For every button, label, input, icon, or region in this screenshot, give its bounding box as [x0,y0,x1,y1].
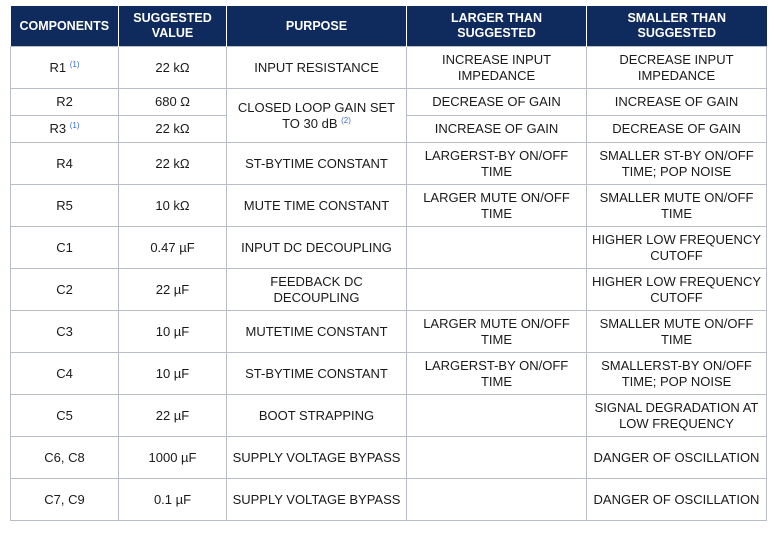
cell-value: 0.47 µF [119,227,227,269]
cell-purpose: INPUT RESISTANCE [227,47,407,89]
cell-larger: LARGER MUTE ON/OFF TIME [407,185,587,227]
cell-smaller: HIGHER LOW FREQUENCY CUTOFF [587,269,767,311]
cell-value: 10 µF [119,311,227,353]
header-components: COMPONENTS [11,6,119,47]
cell-smaller: DANGER OF OSCILLATION [587,437,767,479]
table-row-c7-c9 [11,479,767,521]
table-row-r2 [11,89,767,116]
cell-purpose: SUPPLY VOLTAGE BYPASS [227,479,407,521]
cell-value: 22 kΩ [119,47,227,89]
cell-value: 10 kΩ [119,185,227,227]
cell-value: 0.1 µF [119,479,227,521]
header-suggested-value: SUGGESTED VALUE [119,6,227,47]
cell-value: 22 kΩ [119,143,227,185]
cell-component: C5 [11,395,119,437]
cell-larger: LARGERST-BY ON/OFF TIME [407,353,587,395]
cell-larger [407,479,587,521]
cell-value: 10 µF [119,353,227,395]
cell-larger: INCREASE OF GAIN [407,116,587,143]
cell-component: R2 [11,89,119,116]
cell-component: R4 [11,143,119,185]
cell-larger [407,227,587,269]
cell-smaller: INCREASE OF GAIN [587,89,767,116]
cell-purpose: ST-BYTIME CONSTANT [227,143,407,185]
cell-larger: DECREASE OF GAIN [407,89,587,116]
cell-smaller: DECREASE INPUT IMPEDANCE [587,47,767,89]
cell-value: 22 µF [119,395,227,437]
cell-purpose: MUTE TIME CONSTANT [227,185,407,227]
components-table-wrapper [10,6,766,521]
cell-smaller: SMALLER MUTE ON/OFF TIME [587,311,767,353]
table-row-c3 [11,311,767,353]
cell-smaller: DECREASE OF GAIN [587,116,767,143]
cell-larger: LARGERST-BY ON/OFF TIME [407,143,587,185]
header-smaller-than-suggested: SMALLER THAN SUGGESTED [587,6,767,47]
table-row-c2 [11,269,767,311]
header-purpose: PURPOSE [227,6,407,47]
cell-purpose: BOOT STRAPPING [227,395,407,437]
table-row-c6-c8 [11,437,767,479]
footnote-ref: (1) [69,59,80,69]
cell-smaller: SMALLER MUTE ON/OFF TIME [587,185,767,227]
table-row-r5 [11,185,767,227]
component-label: R1 [49,59,67,75]
footnote-ref: (2) [341,115,351,125]
header-larger-than-suggested: LARGER THAN SUGGESTED [407,6,587,47]
cell-component: C6, C8 [11,437,119,479]
cell-smaller: SMALLER ST-BY ON/OFF TIME; POP NOISE [587,143,767,185]
cell-purpose: MUTETIME CONSTANT [227,311,407,353]
cell-larger [407,395,587,437]
cell-value: 680 Ω [119,89,227,116]
table-row-r4 [11,143,767,185]
table-row-c4 [11,353,767,395]
cell-smaller: DANGER OF OSCILLATION [587,479,767,521]
cell-purpose: ST-BYTIME CONSTANT [227,353,407,395]
cell-component [11,47,119,89]
cell-larger [407,437,587,479]
cell-component: C3 [11,311,119,353]
cell-component: C1 [11,227,119,269]
cell-value: 22 kΩ [119,116,227,143]
cell-component: R5 [11,185,119,227]
footnote-ref: (1) [69,121,80,130]
purpose-label: CLOSED LOOP GAIN SET TO 30 dB [237,99,396,131]
table-row-c5 [11,395,767,437]
cell-purpose-merged [227,89,407,143]
component-label: R3 [49,121,67,136]
cell-value: 1000 µF [119,437,227,479]
cell-purpose: INPUT DC DECOUPLING [227,227,407,269]
cell-component: C4 [11,353,119,395]
components-table [10,6,767,521]
cell-larger [407,269,587,311]
cell-value: 22 µF [119,269,227,311]
cell-larger: INCREASE INPUT IMPEDANCE [407,47,587,89]
table-row-r1 [11,47,767,89]
cell-component: C7, C9 [11,479,119,521]
cell-smaller: SMALLERST-BY ON/OFF TIME; POP NOISE [587,353,767,395]
table-header-row [11,6,767,47]
cell-purpose: SUPPLY VOLTAGE BYPASS [227,437,407,479]
cell-larger: LARGER MUTE ON/OFF TIME [407,311,587,353]
cell-component: C2 [11,269,119,311]
cell-smaller: SIGNAL DEGRADATION AT LOW FREQUENCY [587,395,767,437]
cell-smaller: HIGHER LOW FREQUENCY CUTOFF [587,227,767,269]
table-row-c1 [11,227,767,269]
cell-purpose: FEEDBACK DC DECOUPLING [227,269,407,311]
cell-component [11,116,119,143]
